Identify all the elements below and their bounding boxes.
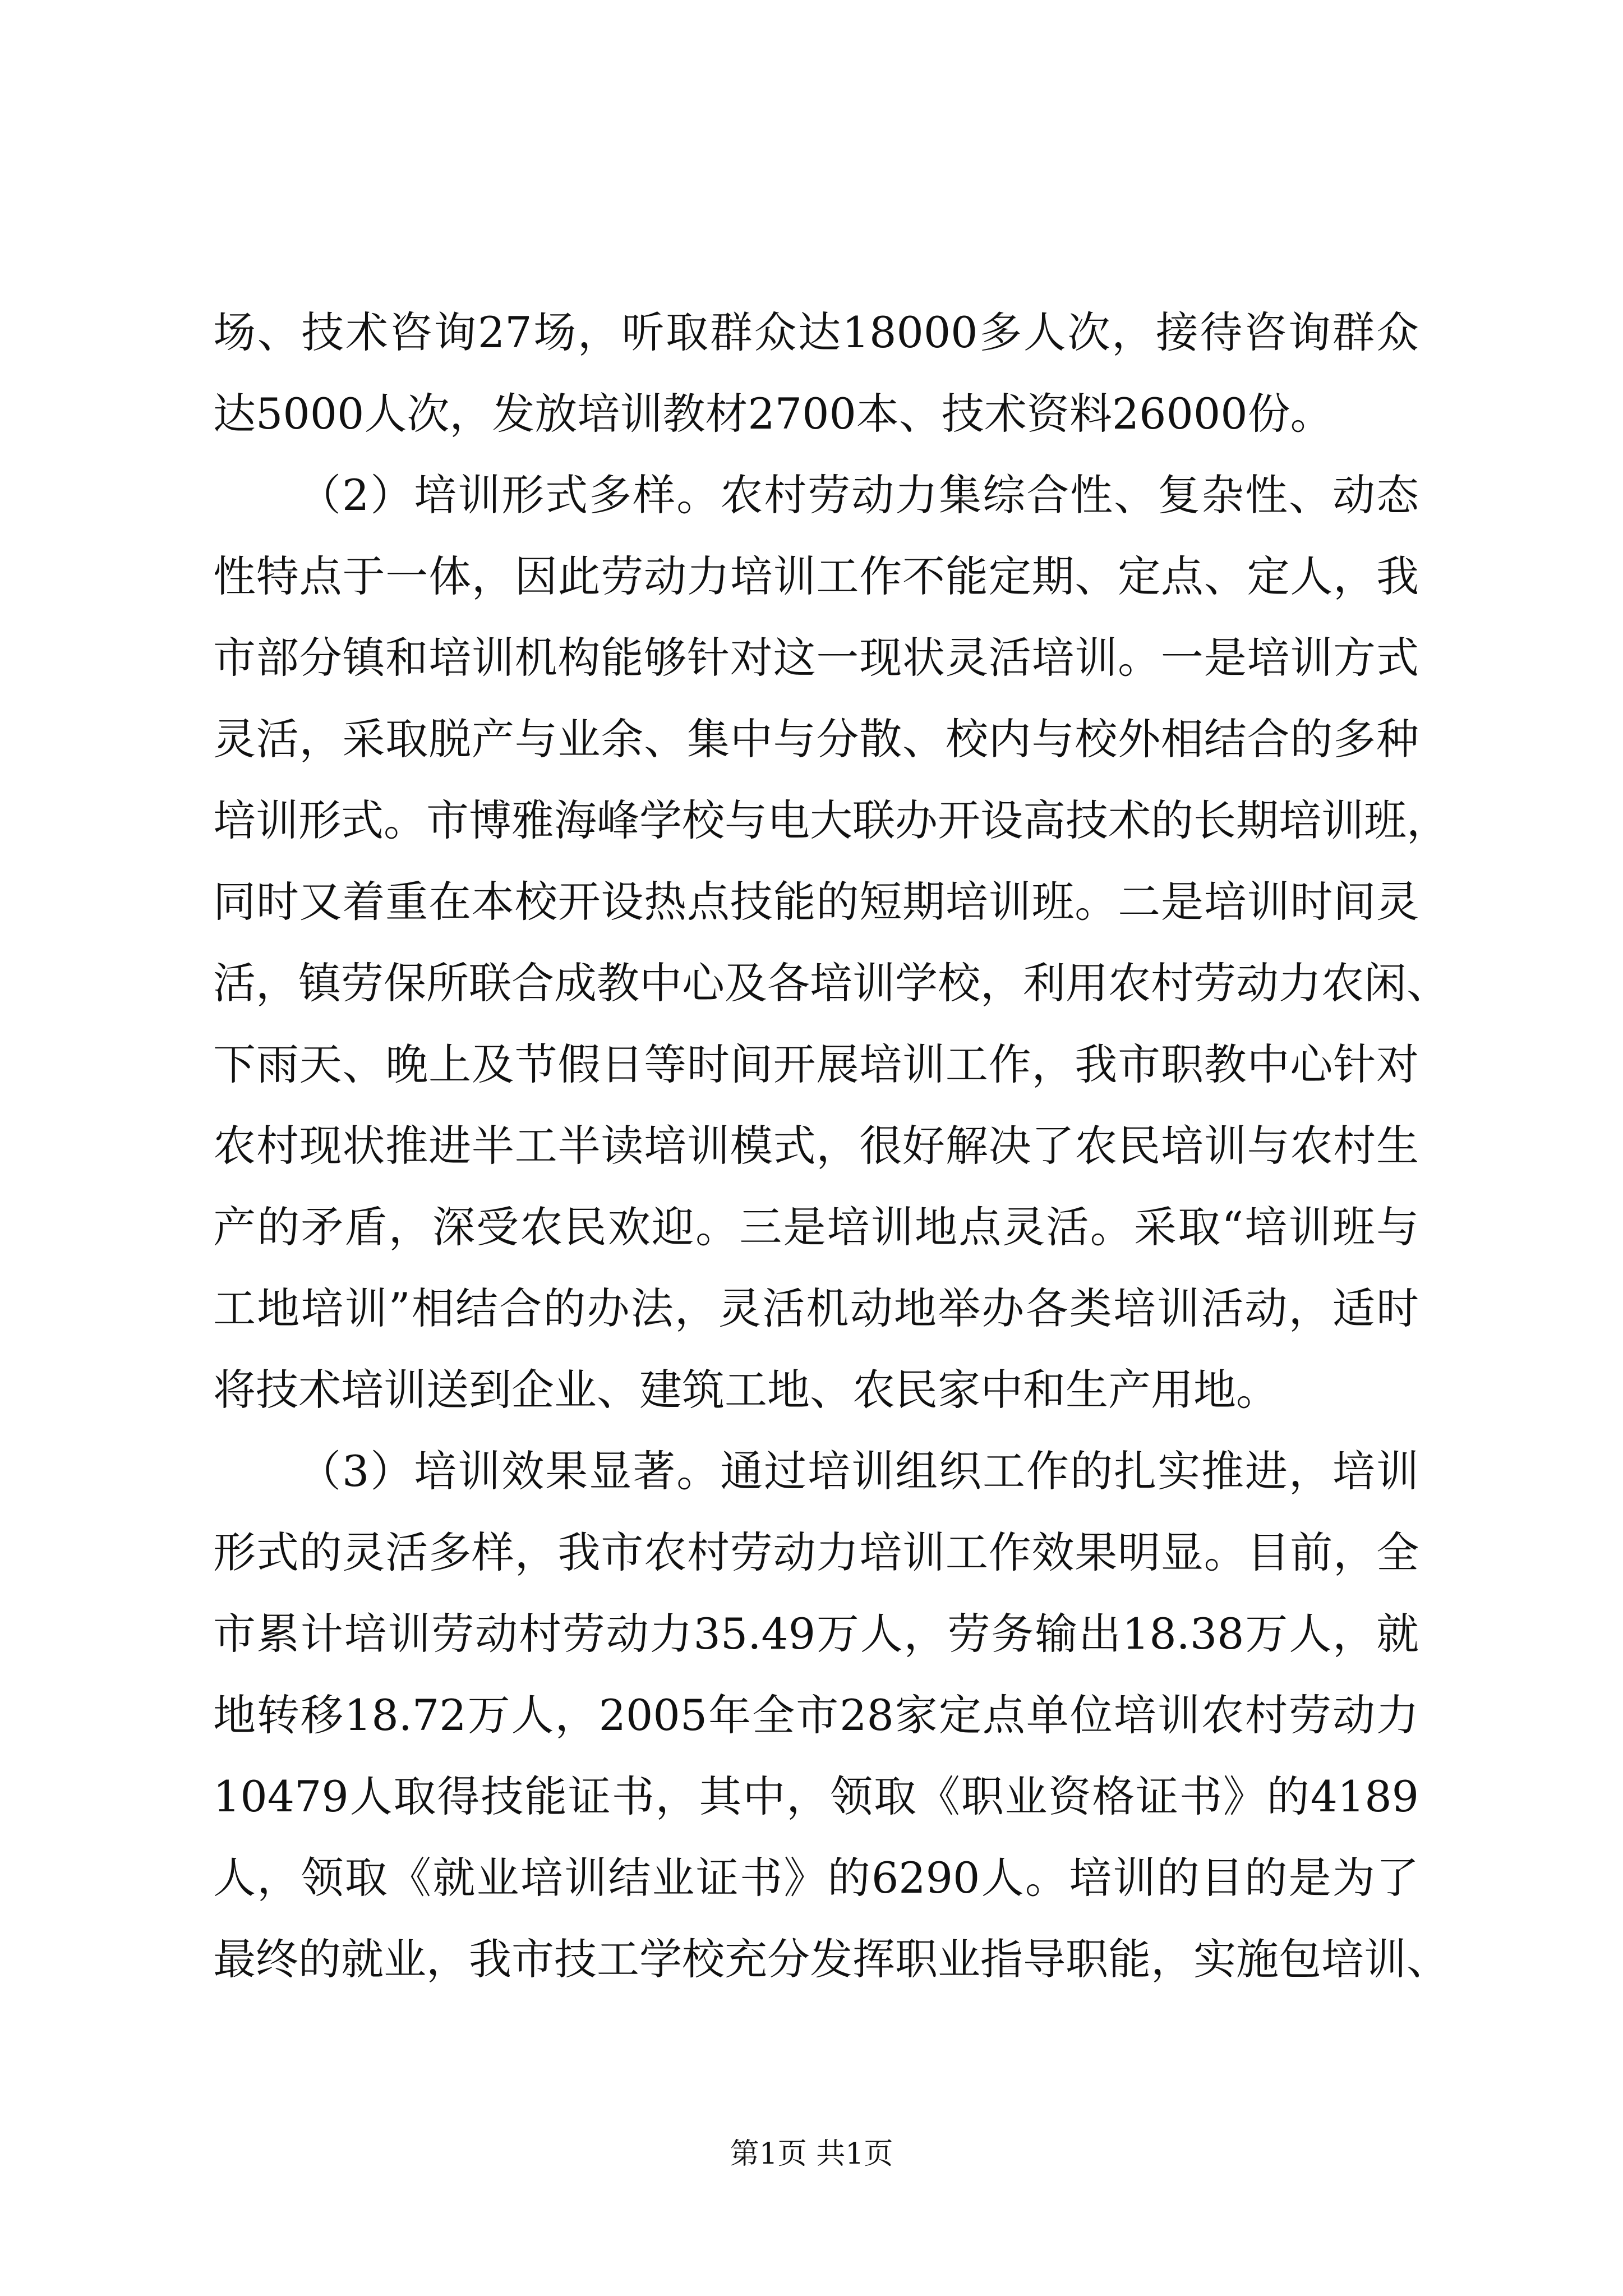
text-line: 市部分镇和培训机构能够针对这一现状灵活培训。一是培训方式	[213, 633, 1419, 683]
text-line: 最终的就业，我市技工学校充分发挥职业指导职能，实施包培训、	[213, 1934, 1449, 1984]
text-line: 同时又着重在本校开设热点技能的短期培训班。二是培训时间灵	[213, 877, 1419, 927]
text-line: 灵活，采取脱产与业余、集中与分散、校内与校外相结合的多种	[213, 714, 1419, 764]
text-line: 下雨天、晚上及节假日等时间开展培训工作，我市职教中心针对	[213, 1039, 1419, 1089]
page-footer: 第1页 共1页	[730, 2137, 893, 2171]
text-line: 活，镇劳保所联合成教中心及各培训学校，利用农村劳动力农闲、	[213, 958, 1449, 1008]
text-line: 场、技术咨询27场，听取群众达18000多人次，接待咨询群众	[213, 307, 1419, 357]
text-line: 培训形式。市博雅海峰学校与电大联办开设高技术的长期培训班，	[213, 795, 1449, 845]
text-line: 性特点于一体，因此劳动力培训工作不能定期、定点、定人，我	[213, 551, 1419, 601]
text-line: 形式的灵活多样，我市农村劳动力培训工作效果明显。目前，全	[213, 1527, 1419, 1577]
text-line: 农村现状推进半工半读培训模式，很好解决了农民培训与农村生	[213, 1121, 1419, 1171]
text-line: 将技术培训送到企业、建筑工地、农民家中和生产用地。	[213, 1365, 1279, 1415]
text-line: 10479人取得技能证书，其中，领取《职业资格证书》的4189	[213, 1772, 1419, 1821]
text-line: 工地培训”相结合的办法，灵活机动地举办各类培训活动，适时	[213, 1283, 1419, 1333]
text-line: 达5000人次，发放培训教材2700本、技术资料26000份。	[213, 389, 1333, 439]
text-line: 市累计培训劳动村劳动力35.49万人，劳务输出18.38万人，就	[213, 1609, 1419, 1659]
text-line: 人，领取《就业培训结业证书》的6290人。培训的目的是为了	[213, 1853, 1419, 1903]
paragraph-2-first-line: （2）培训形式多样。农村劳动力集综合性、复杂性、动态	[298, 470, 1419, 520]
body-text	[213, 292, 1449, 2000]
text-line: 产的矛盾，深受农民欢迎。三是培训地点灵活。采取“培训班与	[213, 1202, 1419, 1252]
paragraph-3-first-line: （3）培训效果显著。通过培训组织工作的扎实推进，培训	[298, 1446, 1419, 1496]
text-line: 地转移18.72万人，2005年全市28家定点单位培训农村劳动力	[213, 1690, 1419, 1740]
